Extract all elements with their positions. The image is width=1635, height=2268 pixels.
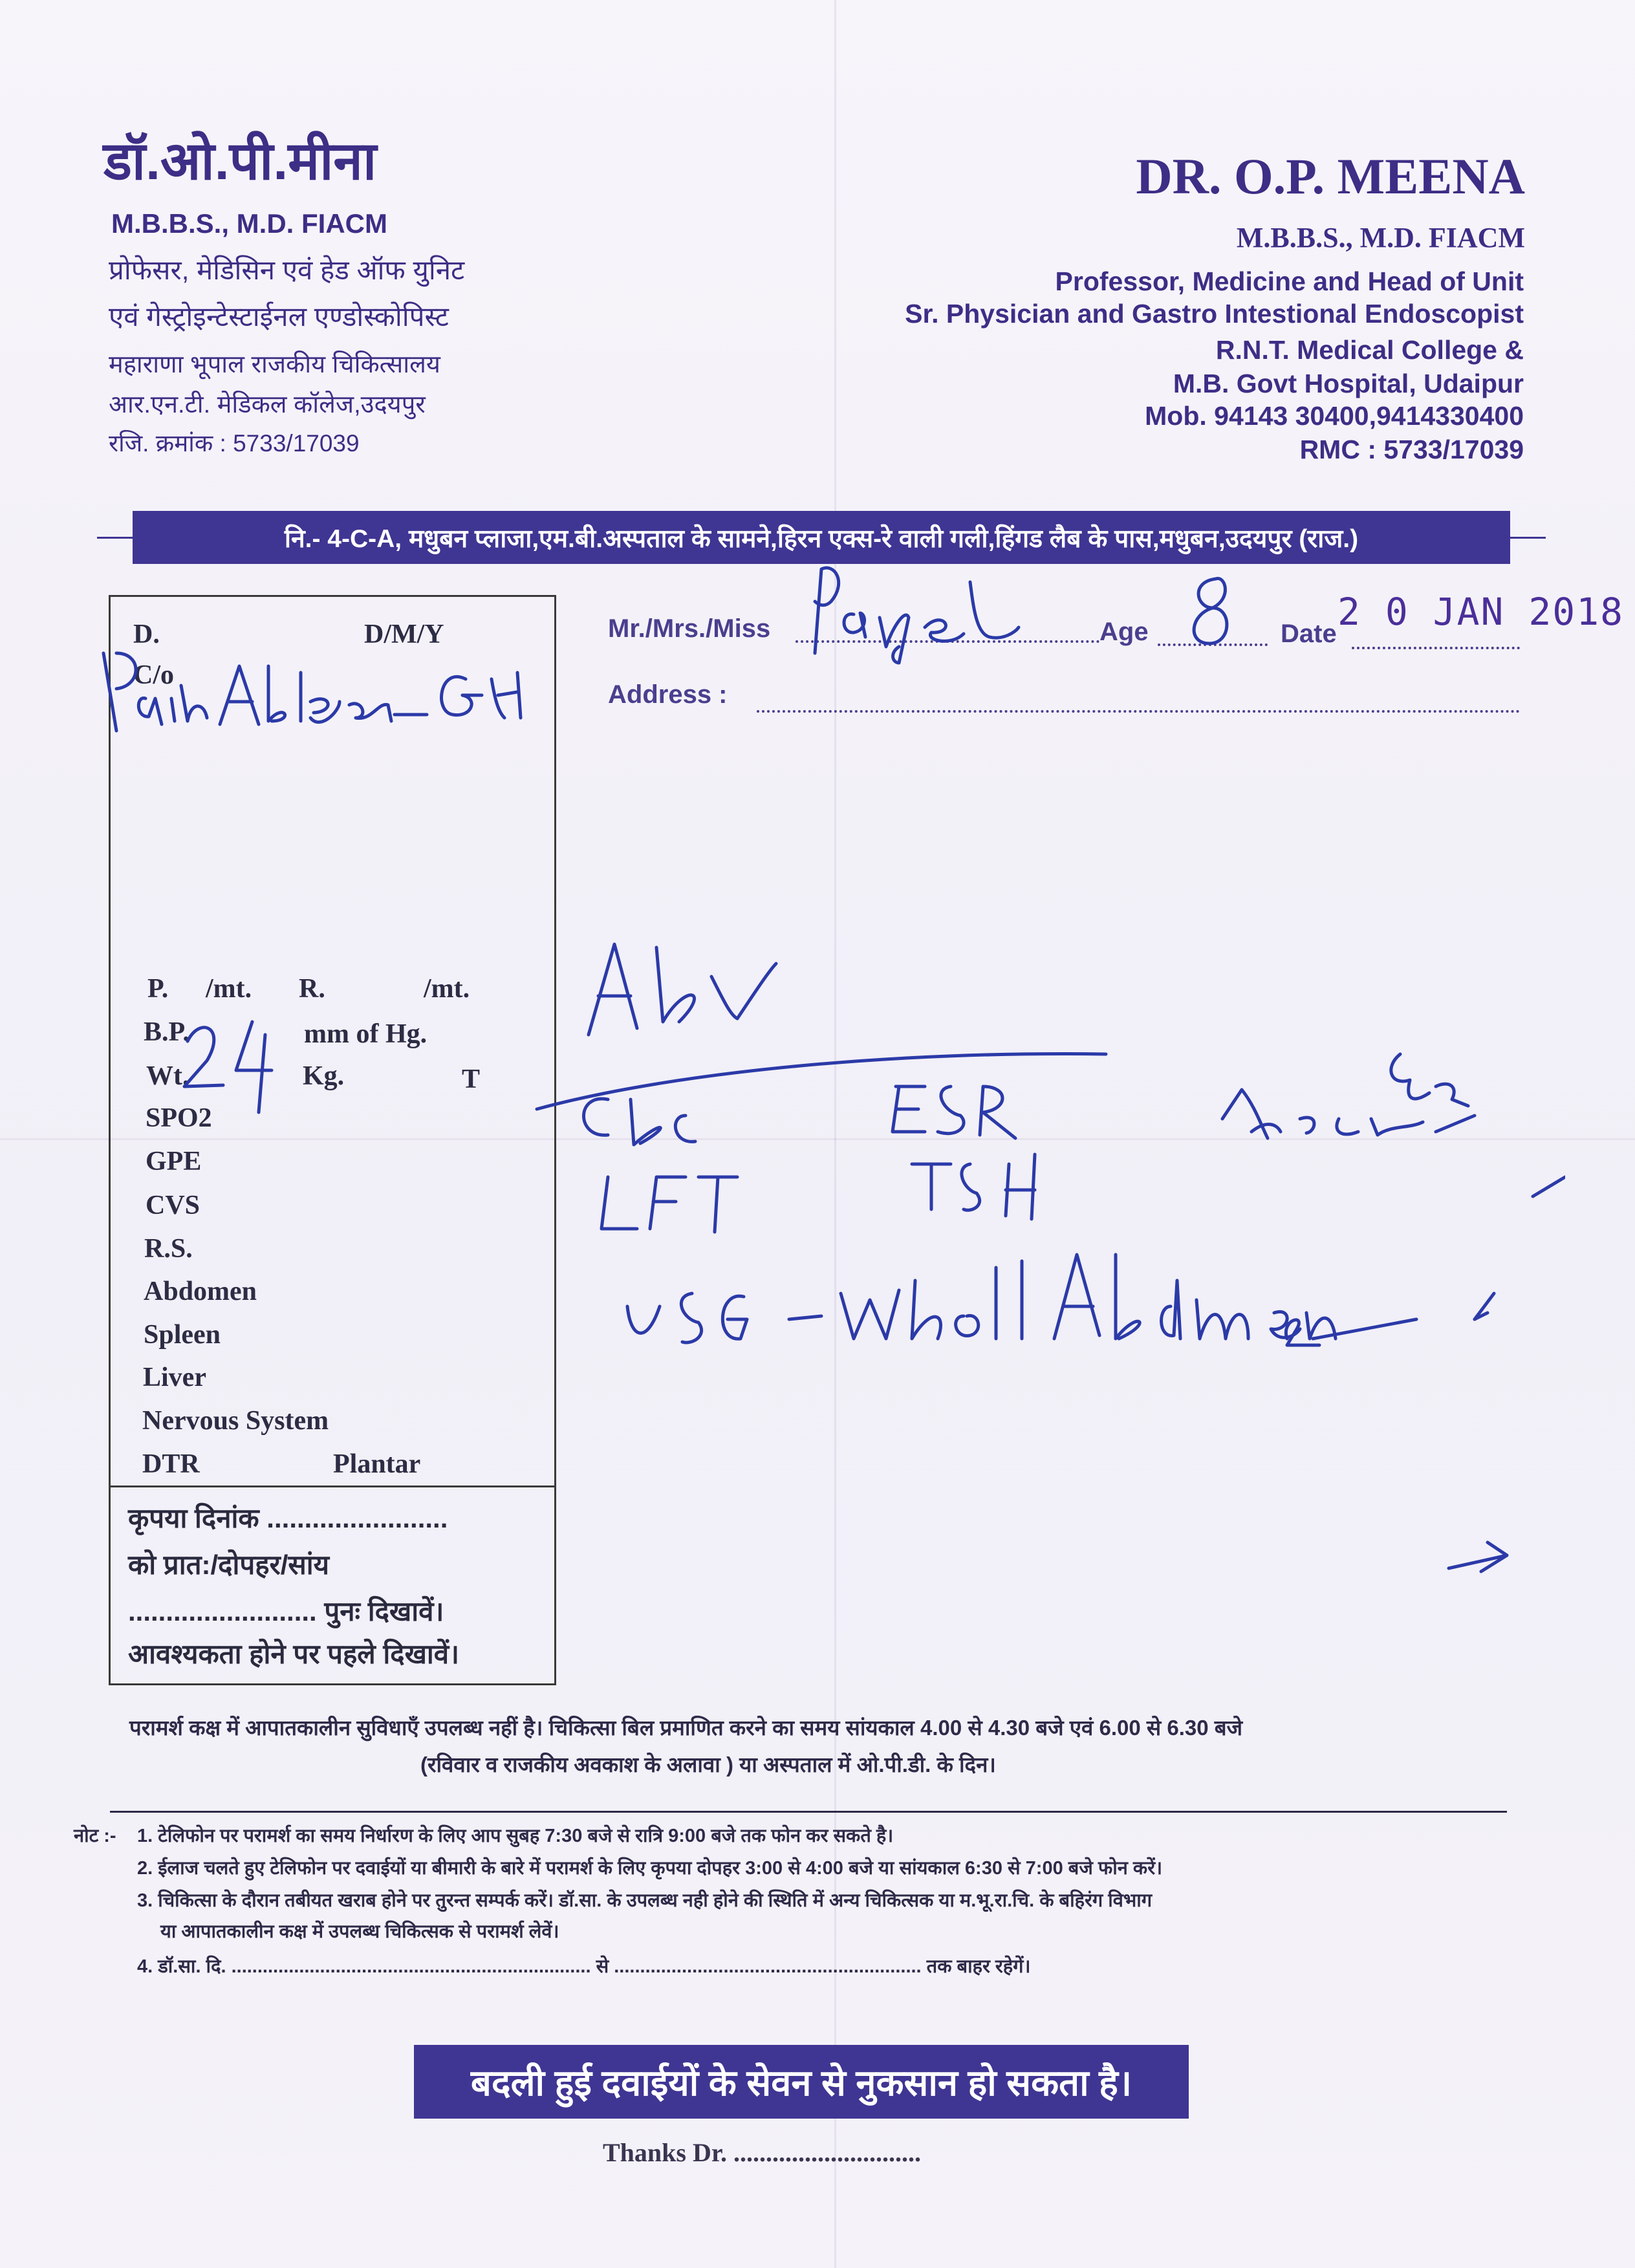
followup-date-line: कृपया दिनांक ........................ <box>128 1503 448 1533</box>
patient-name-label: Mr./Mrs./Miss <box>608 614 771 643</box>
note-3: 3. चिकित्सा के दौरान तबीयत खराब होने पर तुरन्त सम्पर्क करें। डॉ.सा. के उपलब्ध नही होने की स्थिति में अन्य चिकित्सक या म.भू.रा.चि. के बहिरंग विभाग <box>137 1890 1153 1911</box>
abdomen-label: Abdomen <box>144 1277 257 1306</box>
pulse-label: P. <box>147 974 169 1004</box>
band-rule-right <box>1507 537 1546 539</box>
footer-divider <box>110 1811 1507 1813</box>
dtr-label: DTR <box>142 1449 200 1479</box>
warning-band: बदली हुई दवाईयों के सेवन से नुकसान हो सकता है। <box>414 2045 1189 2119</box>
spo2-label: SPO2 <box>146 1103 212 1133</box>
gpe-label: GPE <box>146 1147 202 1176</box>
liver-label: Liver <box>143 1363 206 1392</box>
co-label: C/o <box>133 660 174 690</box>
notice-line-1: परामर्श कक्ष में आपातकालीन सुविधाएँ उपलब्ध नहीं है। चिकित्सा बिल प्रमाणित करने का समय सांयकाल 4.00 से 4.30 बजे एवं 6.00 से 6.30 बजे <box>129 1716 1243 1740</box>
hindi-registration: रजि. क्रमांक : 5733/17039 <box>109 430 360 457</box>
note-1: 1. टेलिफोन पर परामर्श का समय निर्धारण के लिए आप सुबह 7:30 बजे से रात्रि 9:00 बजे तक फोन कर सकते है। <box>137 1826 894 1846</box>
hindi-hospital: महाराणा भूपाल राजकीय चिकित्सालय <box>109 351 440 378</box>
note-4: 4. डॉ.सा. दि. ..................................................................... से ........................................................... तक बाहर रहेगें। <box>137 1956 1031 1977</box>
date-label: Date <box>1281 620 1337 648</box>
english-designation-1: Professor, Medicine and Head of Unit <box>1055 266 1524 296</box>
age-label: Age <box>1099 618 1149 646</box>
english-hospital: M.B. Govt Hospital, Udaipur <box>1173 369 1524 398</box>
doctor-name-english: DR. O.P. MEENA <box>1136 148 1525 204</box>
english-college: R.N.T. Medical College & <box>1215 335 1524 365</box>
resp-unit: /mt. <box>424 974 470 1004</box>
followup-time-line: को प्रात:/दोपहर/सांय <box>128 1550 329 1580</box>
date-stamp: 2 0 JAN 2018 <box>1337 590 1625 634</box>
exam-box-divider <box>109 1485 555 1487</box>
rs-label: R.S. <box>144 1234 193 1264</box>
handwritten-age <box>1171 569 1248 653</box>
english-mobile: Mob. 94143 30400,9414330400 <box>1145 401 1524 431</box>
note-label: नोट :- <box>74 1826 116 1846</box>
pulse-unit: /mt. <box>206 974 252 1004</box>
hindi-designation-1: प्रोफेसर, मेडिसिन एवं हेड ऑफ युनिट <box>109 255 465 285</box>
clinic-address-band: नि.- 4-C-A, मधुबन प्लाजा,एम.बी.अस्पताल के सामने,हिरन एक्स-रे वाली गली,हिंगड लैब के पास,मधुबन,उदयपुर (राज.) <box>133 511 1510 564</box>
weight-unit: Kg. <box>303 1061 345 1091</box>
arrow-mark-icon <box>1442 1533 1520 1584</box>
nervous-system-label: Nervous System <box>142 1406 329 1436</box>
address-line <box>757 710 1520 713</box>
bp-label: B.P. <box>144 1017 189 1047</box>
bp-unit: mm of Hg. <box>304 1019 428 1049</box>
band-rule-left <box>97 537 136 539</box>
address-label: Address : <box>608 680 728 709</box>
hindi-designation-2: एवं गेस्ट्रोइन्टेस्टाईनल एण्डोस्कोपिस्ट <box>109 301 449 332</box>
handwritten-patient-name <box>796 556 1028 666</box>
doctor-degree-left: M.B.B.S., M.D. FIACM <box>111 208 387 239</box>
doctor-name-hindi: डॉ.ओ.पी.मीना <box>103 132 377 191</box>
d-label: D. <box>133 620 160 649</box>
handwritten-complaint <box>91 640 543 750</box>
doctor-degree-right: M.B.B.S., M.D. FIACM <box>1236 222 1525 254</box>
english-rmc: RMC : 5733/17039 <box>1299 435 1524 464</box>
plantar-label: Plantar <box>333 1449 421 1479</box>
notice-line-2: (रविवार व राजकीय अवकाश के अलावा ) या अस्पताल में ओ.पी.डी. के दिन। <box>420 1753 996 1777</box>
hindi-college: आर.एन.टी. मेडिकल कॉलेज,उदयपुर <box>109 391 426 418</box>
spleen-label: Spleen <box>144 1320 221 1350</box>
date-line <box>1352 647 1520 649</box>
dmy-label: D/M/Y <box>364 620 444 649</box>
resp-label: R. <box>299 974 325 1004</box>
followup-revisit-line: ......................... पुनः दिखावें। <box>128 1596 444 1626</box>
cvs-label: CVS <box>146 1191 200 1220</box>
handwritten-prescription <box>517 892 1565 1410</box>
thanks-doctor-line: Thanks Dr. ............................. <box>603 2138 921 2167</box>
weight-label: Wt. <box>146 1061 189 1091</box>
english-designation-2: Sr. Physician and Gastro Intestional Endoscopist <box>905 299 1524 329</box>
followup-early-line: आवश्यकता होने पर पहले दिखावें। <box>128 1639 460 1669</box>
note-2: 2. ईलाज चलते हुए टेलिफोन पर दवाईयों या बीमारी के बारे में परामर्श के लिए कृपया दोपहर 3:00 से 4:00 बजे या सांयकाल 6:30 से 7:00 बजे फोन करें। <box>137 1858 1163 1879</box>
note-3-continued: या आपातकालीन कक्ष में उपलब्ध चिकित्सक से परामर्श लेवें। <box>160 1921 559 1942</box>
temp-label: T <box>462 1064 481 1094</box>
